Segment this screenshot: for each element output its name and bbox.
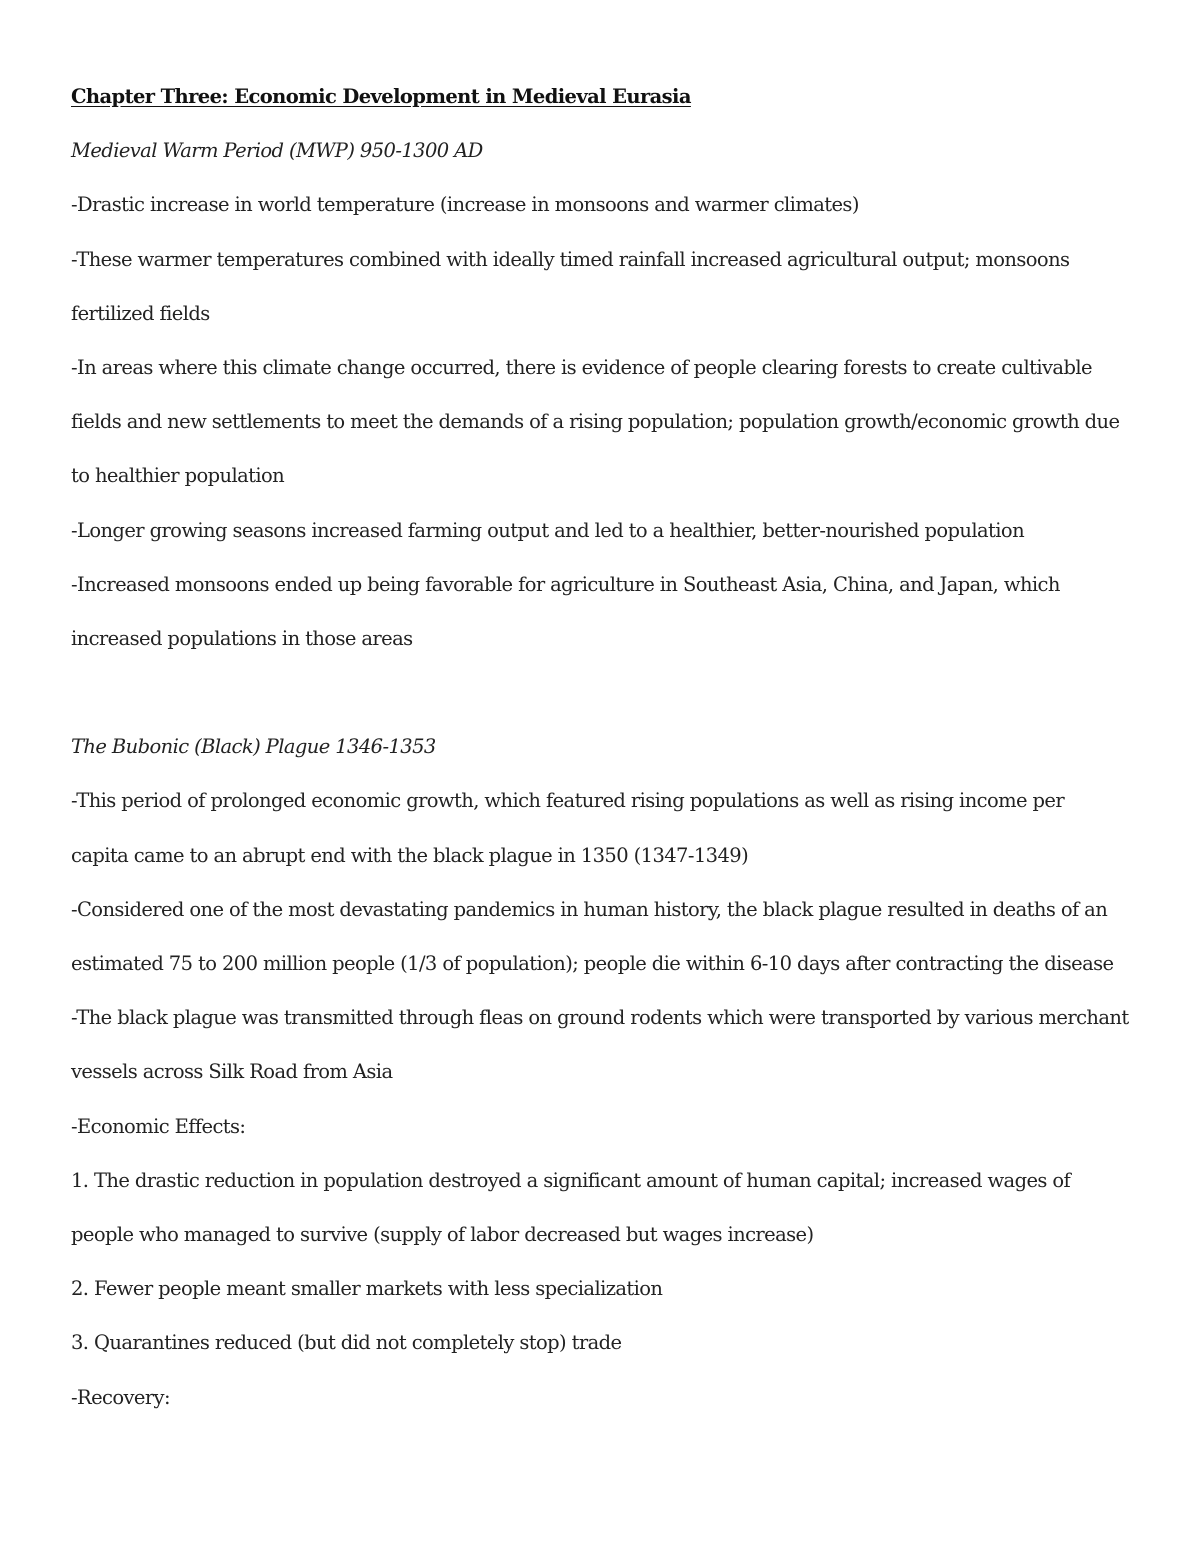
paragraph-line: people who managed to survive (supply of labor decreased but wages increase)	[71, 1222, 814, 1246]
document-body	[71, 70, 1136, 1425]
paragraph-line: increased populations in those areas	[71, 626, 413, 650]
blank-line	[71, 666, 1136, 720]
paragraph-line: -In areas where this climate change occurred, there is evidence of people clearing forests to create cultivable	[71, 355, 1092, 379]
paragraph-line: -Longer growing seasons increased farming output and led to a healthier, better-nourished population	[71, 518, 1025, 542]
paragraph-line: capita came to an abrupt end with the black plague in 1350 (1347-1349)	[71, 843, 749, 867]
paragraph-line: fields and new settlements to meet the demands of a rising population; population growth/economic growth due	[71, 410, 1120, 434]
section-heading-plague: The Bubonic (Black) Plague 1346-1353	[71, 735, 436, 759]
paragraph-line: -The black plague was transmitted through fleas on ground rodents which were transported by various merchant	[71, 1006, 1129, 1030]
paragraph-line: -Drastic increase in world temperature (increase in monsoons and warmer climates)	[71, 193, 859, 217]
paragraph-line: vessels across Silk Road from Asia	[71, 1060, 393, 1084]
paragraph-line: -Considered one of the most devastating pandemics in human history, the black plague resulted in deaths of an	[71, 897, 1108, 921]
paragraph-line: -This period of prolonged economic growth, which featured rising populations as well as rising income per	[71, 789, 1065, 813]
paragraph-line: fertilized fields	[71, 301, 210, 325]
paragraph-line: -Economic Effects:	[71, 1114, 246, 1138]
paragraph-line: 1. The drastic reduction in population destroyed a significant amount of human capital; increased wages of	[71, 1168, 1071, 1192]
chapter-title: Chapter Three: Economic Development in Medieval Eurasia	[71, 85, 691, 108]
paragraph-line: 2. Fewer people meant smaller markets with less specialization	[71, 1277, 663, 1301]
paragraph-line: estimated 75 to 200 million people (1/3 of population); people die within 6-10 days after contracting the disease	[71, 952, 1114, 975]
paragraph-line: -These warmer temperatures combined with ideally timed rainfall increased agricultural output; monsoons	[71, 247, 1070, 271]
paragraph-line: -Recovery:	[71, 1385, 170, 1409]
section-heading-mwp: Medieval Warm Period (MWP) 950-1300 AD	[71, 139, 483, 163]
paragraph-line: to healthier population	[71, 464, 285, 488]
paragraph-line: -Increased monsoons ended up being favorable for agriculture in Southeast Asia, China, and Japan, which	[71, 572, 1060, 596]
paragraph-line: 3. Quarantines reduced (but did not completely stop) trade	[71, 1331, 622, 1355]
